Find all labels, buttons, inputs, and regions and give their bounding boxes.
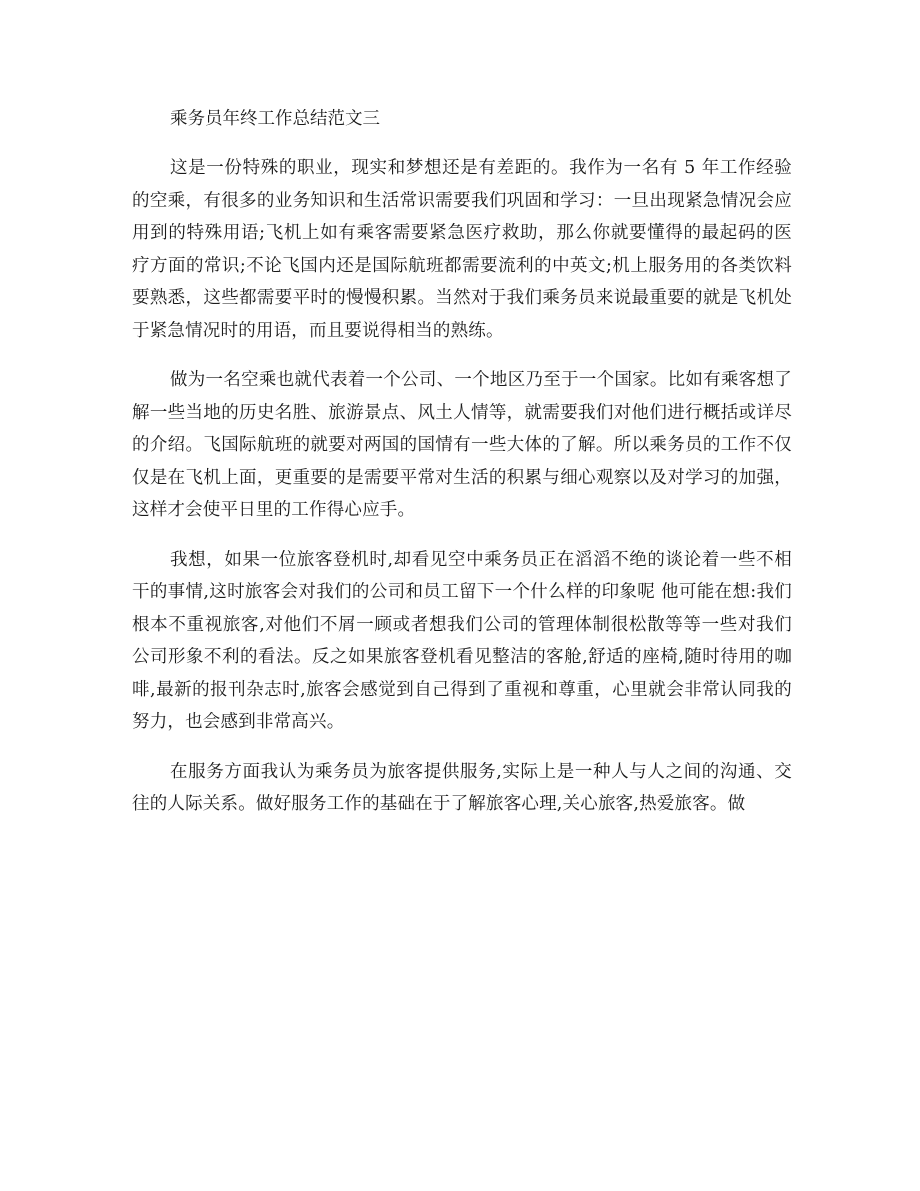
document-title: 乘务员年终工作总结范文三 (170, 109, 380, 129)
paragraph-4: 在服务方面我认为乘务员为旅客提供服务,实际上是一种人与人之间的沟通、交往的人际关系。做好服务工作的基础在于了解旅客心理,关心旅客,热爱旅客。做 (132, 761, 792, 814)
paragraph-3: 我想，如果一位旅客登机时,却看见空中乘务员正在滔滔不绝的谈论着一些不相干的事情,这时旅客会对我们的公司和员工留下一个什么样的印象呢 他可能在想:我们根本不重视旅客,对他们不屑一顾或者想我们公司的管理体制很松散等等一些对我们公司形象不利的看法。反之如果旅客登机看见整洁的客舱,舒适的座椅,随时待用的咖啡,最新的报刊杂志时,旅客会感觉到自己得到了重视和尊重，心里就会非常认同我的努力，也会感到非常高兴。 (132, 549, 792, 732)
paragraph-2: 做为一名空乘也就代表着一个公司、一个地区乃至于一个国家。比如有乘客想了解一些当地的历史名胜、旅游景点、风土人情等，就需要我们对他们进行概括或详尽的介绍。飞国际航班的就要对两国的国情有一些大体的了解。所以乘务员的工作不仅仅是在飞机上面，更重要的是需要平常对生活的积累与细心观察以及对学习的加强，这样才会使平日里的工作得心应手。 (132, 370, 792, 520)
document-body (132, 104, 792, 838)
paragraph-1: 这是一份特殊的职业，现实和梦想还是有差距的。我作为一名有 5 年工作经验的空乘，有很多的业务知识和生活常识需要我们巩固和学习：一旦出现紧急情况会应用到的特殊用语;飞机上如有乘客需要紧急医疗救助，那么你就要懂得的最起码的医疗方面的常识;不论飞国内还是国际航班都需要流利的中英文;机上服务用的各类饮料要熟悉，这些都需要平时的慢慢积累。当然对于我们乘务员来说最重要的就是飞机处于紧急情况时的用语，而且要说得相当的熟练。 (132, 158, 792, 341)
